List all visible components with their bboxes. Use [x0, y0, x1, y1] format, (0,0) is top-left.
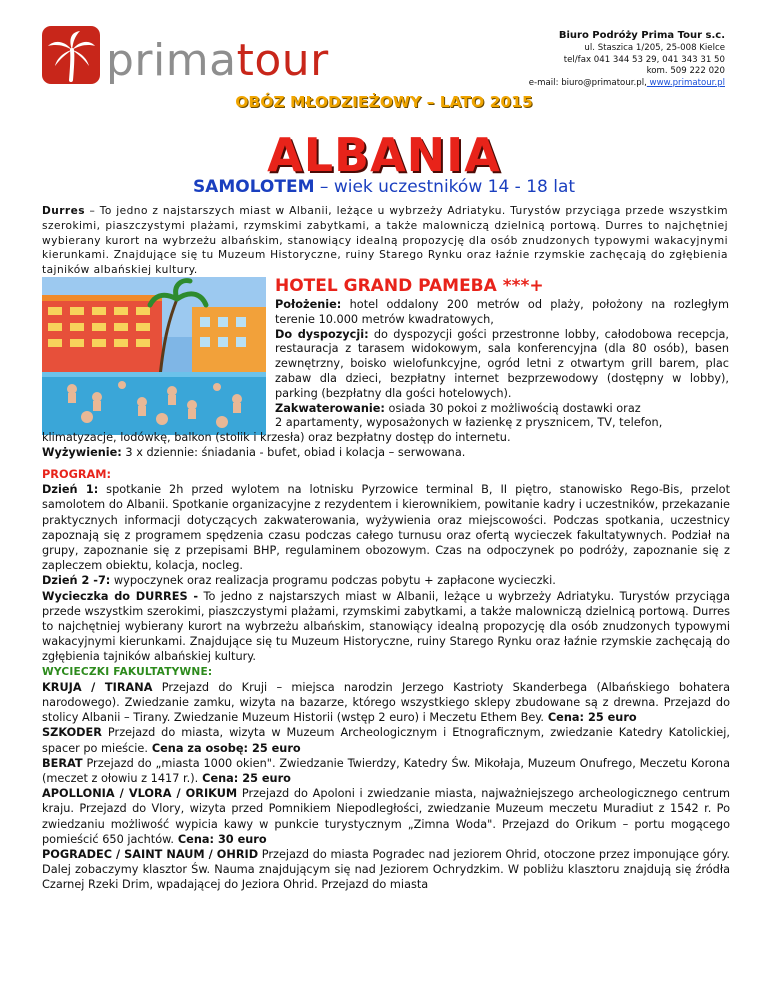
excursions-heading: WYCIECZKI FAKULTATYWNE:	[42, 665, 213, 678]
company-website-link[interactable]: www.primatour.pl	[646, 77, 725, 88]
excursion-price: Cena: 25 euro	[198, 772, 291, 786]
brand-logo	[42, 26, 329, 96]
excursion-item	[42, 786, 730, 847]
excursion-name: POGRADEC / SAINT NAUM / OHRID	[42, 848, 259, 862]
hotel-board	[42, 446, 729, 461]
excursion-price: Cena za osobę: 25 euro	[147, 741, 301, 755]
intro-place: Durres	[42, 205, 85, 217]
hotel-board-text: 3 x dziennie: śniadania - bufet, obiad i kolacja – serwowana.	[121, 445, 466, 459]
hotel-facilities-label: Do dyspozycji:	[275, 327, 369, 341]
hotel-name: HOTEL GRAND PAMEBA ***+	[275, 276, 544, 296]
company-phones: tel/fax 041 344 53 29, 041 343 31 50	[563, 54, 725, 65]
excursion-text: Przejazd do miasta, wizyta w Muzeum Archeologicznym i Etnograficznym, zwiedzanie Katedry Katolickiej, spacer po mieście.	[42, 726, 730, 755]
program-durres-trip	[42, 589, 730, 665]
program-heading: PROGRAM:	[42, 468, 112, 481]
day-1-text: spotkanie 2h przed wylotem na lotnisku Pyrzowice terminal B, II piętro, stanowisko Rego-Bis, przelot samolotem do Albanii. Spotkanie organizacyjne z rezydentem i kierownikiem, powitanie kadry i uczestników, przekazanie praktycznych informacji dotyczących zakwaterowania, wyżywienia oraz miejscowości. Podczas spotkania, uczestnicy zapoznają się z programem spędzenia czasu podczas całego turnusu oraz ofertą wycieczek fakultatywnych. Podział na grupy, zapoznanie się z przepisami BHP, regulaminem obozowym. Czas na odpoczynek po podróży, zapoznanie się z zapleczem obiektu, kolacja, nocleg.	[42, 483, 730, 573]
day-1-label: Dzień 1:	[42, 483, 99, 497]
excursion-price: Cena: 30 euro	[173, 832, 267, 846]
hotel-photo	[42, 277, 266, 435]
durres-trip-text: To jedno z najstarszych miast w Albanii, leżące u wybrzeży Adriatyku. Turystów przyciąga przede wszystkim szerokimi, piaszczystymi plażami, rzymskimi zabytkami, a także malowniczą dzielnicą portową. Durres to najchętniej wybierany kurort na wybrzeżu albańskim, stanowiący idealną propozycję dla osób znudzonych typowymi wakacyjnymi kierunkami. Znajdujące się tu Muzeum Historyczne, ruiny Starego Rynku oraz łaźnie rzymskie zachęcają do zgłębienia tajników albańskiej kultury.	[42, 589, 730, 664]
hotel-board-label: Wyżywienie:	[42, 445, 122, 459]
hotel-facilities-text: do dyspozycji gości przestronne lobby, całodobowa recepcja, restauracja z tarasem widokowym, sala konferencyjna (dla 80 osób), basen zewnętrzny, boisko wielofunkcyjne, ogród letni z otwartym grill barem, plac zabaw dla dzieci, bezpłatny internet bezprzewodowy (dostępny w lobby), parking (bezpłatny dla gości hotelowych).	[275, 327, 729, 400]
company-info	[529, 29, 725, 89]
excursion-text: Przejazd do Apoloni i zwiedzanie miasta, najważniejszego archeologicznego centrum kraju. Przejazd do Vlory, wizyta przed Pomnikiem Niepodległości, zwiedzanie Muzeum meczetu Muradiut z 1542 r. Po zwiedzaniu możliwość wypicia kawy w punkcie turystycznym „Zimna Woda". Przejazd do Orikum – portu mogącego pomieścić 650 jachtów.	[42, 787, 731, 846]
company-name: Biuro Podróży Prima Tour s.c.	[558, 30, 725, 41]
excursion-name: APOLLONIA / VLORA / ORIKUM	[42, 787, 238, 801]
hotel-rooms-cont: 2 apartamenty, wyposażonych w łazienkę z prysznicem, TV, telefon,	[275, 416, 663, 430]
excursion-name: BERAT	[42, 756, 83, 770]
company-address: ul. Staszica 1/205, 25-008 Kielce	[584, 43, 725, 53]
hotel-location	[275, 298, 729, 328]
intro-text: – To jedno z najstarszych miast w Albanii, leżące u wybrzeży Adriatyku. Turystów przyciąga przede wszystkim szerokimi, piaszczystymi plażami, rzymskimi zabytkami, a także malowniczą dzielnicą portową. Durres to najchętniej wybierany kurort na wybrzeżu albańskim, stanowiący idealną propozycję dla osób znudzonych typowymi wakacyjnymi kierunkami. Znajdujące się tu Muzeum Historyczne, ruiny Starego Rynku oraz łaźnie rzymskie zachęcają do zgłębienia tajników albańskiej kultury.	[42, 205, 728, 277]
hotel-rooms	[275, 402, 729, 417]
durres-trip-label: Wycieczka do DURRES -	[42, 589, 199, 603]
program-day-1	[42, 482, 730, 573]
company-mobile: kom. 509 222 020	[646, 66, 725, 76]
age-range: – wiek uczestników 14 - 18 lat	[314, 177, 576, 197]
intro-paragraph	[42, 204, 728, 278]
excursion-text: Przejazd do Kruji – miejsca narodzin Jerzego Kastrioty Skanderbega (Albańskiego bohatera narodowego). Zwiedzanie zamku, wizyta na bazarze, którego wszystkiego sklepy zbudowane są z drewna. Przejazd do stolicy Albanii – Tirany. Zwiedzanie Muzeum Historii (wstęp 2 euro) i Meczetu Ethem Bey.	[42, 680, 730, 725]
excursion-text: Przejazd do „miasta 1000 okien". Zwiedzanie Twierdzy, Katedry Św. Mikołaja, Muzeum Onufrego, Meczetu Korona (meczet z ołowiu z 1417 r.).	[42, 756, 730, 786]
program-section	[42, 467, 730, 893]
travel-subtitle	[0, 177, 768, 197]
country-heading: ALBANIA	[267, 128, 501, 182]
excursion-price: Cena: 25 euro	[543, 711, 637, 725]
hotel-details-full	[42, 431, 729, 461]
excursion-item	[42, 756, 730, 786]
hotel-rooms-label: Zakwaterowanie:	[275, 401, 385, 415]
hotel-details	[275, 298, 729, 431]
brand-wordmark	[106, 31, 329, 91]
excursion-text: Przejazd do miasta Pogradec nad jeziorem Ohrid, otoczone przez imponujące góry. Dalej zobaczymy klasztor Św. Nauma znajdującym się nad Jeziorem Ochrydzkim. W pobliżu klasztoru znajdują się źródła Czarnej Rzeki Drim, wpadającej do Jeziora Ohrid. Przejazd do miasta	[42, 848, 730, 892]
camp-title: OBÓZ MŁODZIEŻOWY – LATO 2015	[235, 93, 533, 111]
brand-word-prima: prima	[106, 35, 237, 86]
program-day-2-7	[42, 573, 730, 588]
excursion-item	[42, 725, 730, 755]
hotel-location-label: Położenie:	[275, 298, 342, 311]
palm-tree-icon	[42, 26, 100, 84]
hotel-rooms-amenities: klimatyzacje, lodówkę, balkon (stolik i krzesła) oraz bezpłatny dostęp do internetu.	[42, 431, 511, 444]
hotel-location-text: hotel oddalony 200 metrów od plaży, położony na rozległym terenie 10.000 metrów kwadratowych,	[275, 298, 729, 326]
brand-word-tour: tour	[236, 35, 329, 86]
excursion-item	[42, 680, 730, 726]
company-email: e-mail: biuro@primatour.pl,	[528, 77, 647, 88]
day-2-7-text: wypoczynek oraz realizacja programu podczas pobytu + zapłacone wycieczki.	[110, 574, 556, 588]
excursion-name: SZKODER	[42, 726, 102, 740]
travel-mode: SAMOLOTEM	[192, 177, 315, 197]
company-contact	[529, 78, 725, 90]
hotel-rooms-text-a: osiada 30 pokoi z możliwością dostawki oraz	[384, 401, 641, 415]
excursion-name: KRUJA / TIRANA	[42, 680, 153, 694]
hotel-facilities	[275, 328, 729, 402]
day-2-7-label: Dzień 2 -7:	[42, 574, 111, 588]
excursion-item	[42, 847, 730, 893]
